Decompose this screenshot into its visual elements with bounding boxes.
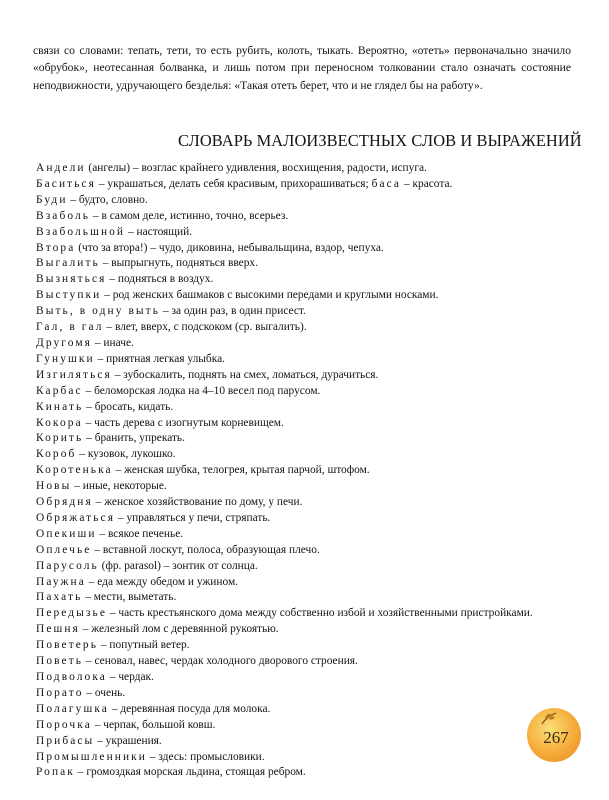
- entry-definition: – иные, некоторые.: [71, 480, 167, 493]
- entry-term: Порочка: [36, 718, 92, 731]
- entry-definition: – попутный ветер.: [98, 639, 190, 652]
- entry-definition: – часть дерева с изогнутым корневищем.: [82, 416, 284, 429]
- entry-term: Карбас: [36, 384, 83, 397]
- glossary-entry: [36, 718, 570, 734]
- glossary-entry: [36, 479, 570, 495]
- glossary-entry: [36, 209, 570, 225]
- entry-definition: – беломорская лодка на 4–10 весел под парусом.: [82, 384, 321, 397]
- entry-term: Другомя: [36, 336, 93, 349]
- entry-term: Вызняться: [36, 273, 107, 286]
- entry-definition: (ангелы) – возглас крайнего удивления, восхищения, радости, испуга.: [85, 162, 427, 174]
- glossary-entry: [36, 575, 570, 591]
- entry-term: Буди: [36, 193, 68, 206]
- glossary-entry: [36, 590, 570, 606]
- glossary-entry: [36, 241, 570, 257]
- entry-term: Обрядня: [36, 496, 93, 509]
- entry-term: Обряжаться: [36, 511, 116, 524]
- glossary-entry: [36, 606, 570, 622]
- entry-definition: – управляться у печи, стряпать.: [115, 511, 271, 524]
- glossary-entry: [36, 336, 570, 352]
- entry-subdefinition: – красота.: [401, 177, 453, 190]
- entry-term: Парусоль: [36, 559, 99, 572]
- glossary-entry: [36, 352, 570, 368]
- entry-term: Промышленники: [36, 750, 147, 763]
- glossary-entry: [36, 288, 570, 304]
- page-number-badge: [527, 708, 581, 762]
- entry-term: Втора: [36, 241, 76, 254]
- entry-definition: – женское хозяйствование по дому, у печи.: [92, 496, 303, 509]
- entry-definition: – железный лом с деревянной рукоятью.: [79, 623, 279, 636]
- glossary-entry: [36, 543, 570, 559]
- glossary-entry: [36, 272, 570, 288]
- glossary-list: [36, 161, 570, 781]
- entry-definition: – мести, выметать.: [82, 591, 177, 604]
- entry-term: Пахать: [36, 591, 83, 604]
- entry-definition: – еда между обедом и ужином.: [85, 575, 239, 588]
- entry-definition: – влет, вверх, с подскоком (ср. выгалить).: [103, 321, 307, 334]
- entry-definition: (фр. parasol) – зонтик от солнца.: [98, 559, 258, 572]
- glossary-entry: [36, 177, 570, 193]
- glossary-entry: [36, 384, 570, 400]
- entry-term: Паужна: [36, 575, 86, 588]
- entry-term: Баситься: [36, 177, 97, 190]
- entry-definition: – очень.: [83, 686, 126, 699]
- entry-term: Подволока: [36, 671, 107, 683]
- entry-term: Гунушки: [36, 352, 95, 365]
- entry-definition: – иначе.: [92, 336, 134, 349]
- glossary-entry: [36, 654, 570, 670]
- page-number: 267: [543, 728, 569, 747]
- entry-term: Порато: [36, 686, 84, 699]
- entry-term: Коротенька: [36, 464, 113, 477]
- entry-term: Прибасы: [36, 734, 95, 747]
- glossary-entry: [36, 734, 570, 750]
- intro-paragraph: связи со словами: тепать, тети, то есть рубить, колоть, тыкать. Вероятно, «отеть» первоначально значило «обрубок», неотесанная болванка, и лишь потом при переносном толковании стало означать состояние неподвижности, удручающего безделья: «Такая отеть берет, что и не глядел бы на работу».: [33, 44, 571, 92]
- entry-definition: – деревянная посуда для молока.: [108, 702, 271, 715]
- glossary-entry: [36, 368, 570, 384]
- glossary-entry: [36, 320, 570, 336]
- entry-term: Полагушка: [36, 702, 109, 715]
- glossary-entry: [36, 511, 570, 527]
- entry-term: Взабольшной: [36, 225, 126, 238]
- glossary-entry: [36, 463, 570, 479]
- entry-term: Оплечье: [36, 543, 92, 556]
- entry-definition: – настоящий.: [125, 225, 193, 238]
- entry-term: Корить: [36, 432, 84, 445]
- entry-term: Гал, в гал: [36, 321, 104, 334]
- entry-definition: – подняться в воздух.: [106, 273, 214, 286]
- entry-definition: – будто, словно.: [67, 193, 148, 206]
- entry-term: Поветь: [36, 655, 84, 668]
- glossary-entry: [36, 400, 570, 416]
- entry-term: Передызье: [36, 607, 107, 620]
- entry-definition: – громоздкая морская льдина, стоящая ребром.: [74, 766, 306, 779]
- entry-term: Пешня: [36, 623, 80, 636]
- glossary-entry: [36, 495, 570, 511]
- entry-term: Кокора: [36, 416, 83, 429]
- entry-term: Кинать: [36, 400, 84, 413]
- entry-definition: – черпак, большой ковш.: [91, 718, 216, 731]
- entry-definition: – украшаться, делать себя красивым, прихорашиваться;: [96, 177, 372, 190]
- entry-term: Выступки: [36, 289, 102, 302]
- entry-definition: – женская шубка, телогрея, крытая парчой, штофом.: [112, 464, 370, 477]
- glossary-entry: [36, 193, 570, 209]
- glossary-entry: [36, 161, 570, 177]
- entry-subterm: баса: [371, 177, 402, 190]
- entry-definition: – род женских башмаков с высокими передами и круглыми носками.: [101, 289, 439, 302]
- entry-definition: – сеновал, навес, чердак холодного дворового строения.: [83, 655, 358, 668]
- entry-definition: – всякое печенье.: [96, 527, 184, 540]
- entry-definition: – чердак.: [106, 671, 154, 683]
- glossary-entry: [36, 702, 570, 718]
- entry-definition: – зубоскалить, поднять на смех, ломаться, дурачиться.: [111, 368, 379, 381]
- entry-term: Ропак: [36, 766, 75, 779]
- glossary-title: СЛОВАРЬ МАЛОИЗВЕСТНЫХ СЛОВ И ВЫРАЖЕНИЙ: [178, 131, 582, 150]
- entry-term: Взаболь: [36, 209, 91, 222]
- glossary-entry: [36, 304, 570, 320]
- entry-definition: – в самом деле, истинно, точно, всерьез.: [90, 209, 289, 222]
- glossary-entry: [36, 559, 570, 575]
- entry-definition: – бросать, кидать.: [83, 400, 174, 413]
- entry-term: Выть, в одну выть: [36, 305, 161, 318]
- glossary-entry: [36, 416, 570, 432]
- glossary-entry: [36, 765, 570, 781]
- glossary-entry: [36, 256, 570, 272]
- glossary-entry: [36, 431, 570, 447]
- entry-definition: – за один раз, в один присест.: [160, 305, 306, 318]
- entry-term: Поветерь: [36, 639, 99, 652]
- glossary-entry: [36, 638, 570, 654]
- entry-definition: – приятная легкая улыбка.: [94, 352, 225, 365]
- leaf-sprig-icon: [539, 710, 559, 726]
- glossary-entry: [36, 447, 570, 463]
- glossary-entry: [36, 225, 570, 241]
- glossary-entry: [36, 686, 570, 702]
- entry-term: Опекиши: [36, 527, 97, 540]
- entry-term: Новы: [36, 480, 72, 493]
- glossary-entry: [36, 527, 570, 543]
- entry-definition: – выпрыгнуть, подняться вверх.: [99, 257, 258, 270]
- entry-definition: (что за втора!) – чудо, диковина, небывальщина, вздор, чепуха.: [75, 241, 384, 254]
- entry-definition: – кузовок, лукошко.: [76, 448, 176, 461]
- entry-term: Андели: [36, 162, 86, 174]
- entry-term: Короб: [36, 448, 77, 461]
- entry-term: Изгиляться: [36, 368, 112, 381]
- entry-definition: – бранить, упрекать.: [83, 432, 185, 445]
- entry-definition: – вставной лоскут, полоса, образующая плечо.: [91, 543, 320, 556]
- entry-term: Выгалить: [36, 257, 100, 270]
- glossary-entry: [36, 670, 570, 686]
- entry-definition: – украшения.: [94, 734, 162, 747]
- glossary-entry: [36, 750, 570, 766]
- entry-definition: – здесь: промысловики.: [147, 750, 265, 763]
- glossary-entry: [36, 622, 570, 638]
- entry-definition: – часть крестьянского дома между собственно избой и хозяйственными пристройками.: [106, 607, 533, 620]
